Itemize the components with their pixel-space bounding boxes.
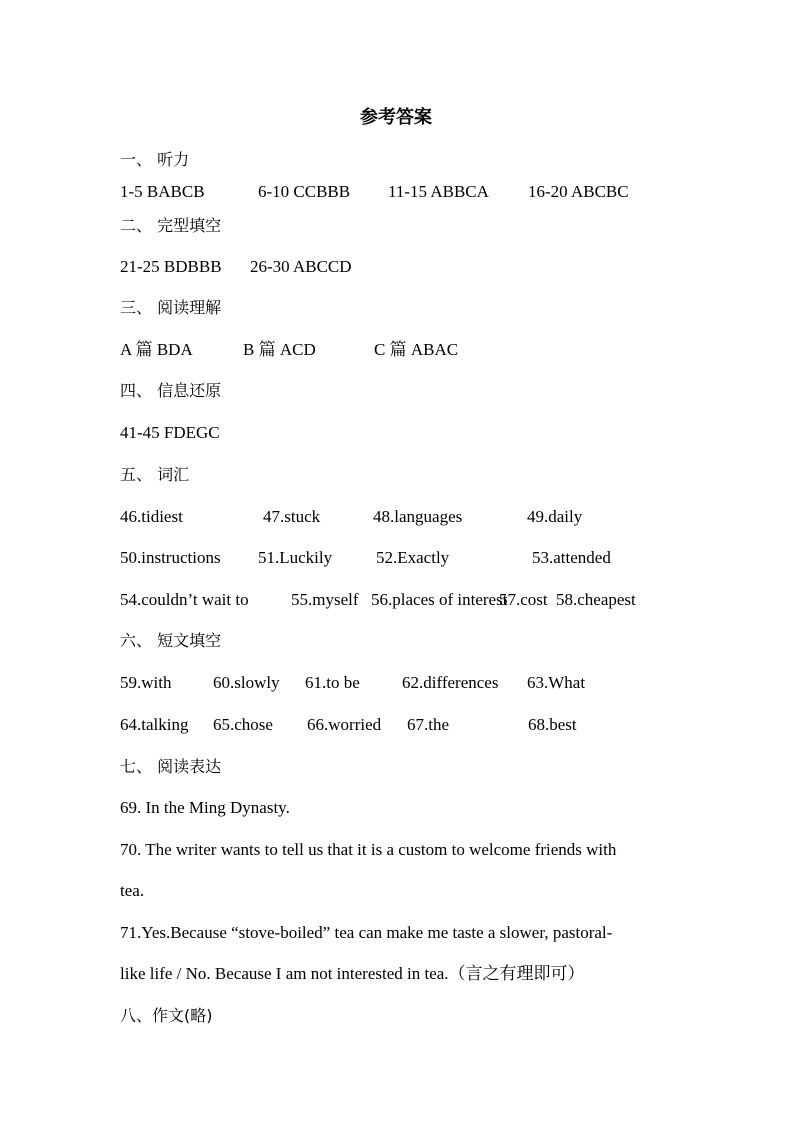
answer-59: 59.with (120, 673, 172, 692)
answer-56: 56.places of interest (371, 590, 508, 609)
answer-6-10: 6-10 CCBBB (258, 182, 351, 201)
answer-49: 49.daily (527, 507, 583, 526)
section-heading-information: 四、 信息还原 (120, 381, 222, 400)
section-heading-listening: 一、 听力 (120, 150, 190, 169)
answer-61: 61.to be (305, 673, 360, 692)
answer-58: 58.cheapest (556, 590, 636, 609)
answer-16-20: 16-20 ABCBC (528, 182, 629, 201)
answer-71-line2: like life / No. Because I am not interested in tea.（言之有理即可） (120, 964, 585, 983)
section-heading-composition: 八、作文(略) (120, 1006, 213, 1025)
answer-54: 54.couldn’t wait to (120, 590, 249, 609)
answer-55: 55.myself (291, 590, 359, 609)
answer-52: 52.Exactly (376, 548, 450, 567)
answer-26-30: 26-30 ABCCD (250, 257, 352, 276)
answer-66: 66.worried (307, 715, 382, 734)
answer-51: 51.Luckily (258, 548, 333, 567)
answer-69: 69. In the Ming Dynasty. (120, 798, 290, 817)
answer-67: 67.the (407, 715, 450, 734)
answer-46: 46.tidiest (120, 507, 183, 526)
answer-passage-a: A 篇 BDA (120, 340, 193, 359)
answer-48: 48.languages (373, 507, 463, 526)
answer-47: 47.stuck (263, 507, 321, 526)
section-heading-reading: 三、 阅读理解 (120, 298, 222, 317)
answer-65: 65.chose (213, 715, 273, 734)
answer-70-line1: 70. The writer wants to tell us that it is a custom to welcome friends with (120, 840, 617, 859)
answer-57: 57.cost (499, 590, 548, 609)
answer-71-line1: 71.Yes.Because “stove-boiled” tea can make me taste a slower, pastoral- (120, 923, 613, 942)
answer-1-5: 1-5 BABCB (120, 182, 205, 201)
answer-50: 50.instructions (120, 548, 221, 567)
answer-11-15: 11-15 ABBCA (388, 182, 489, 201)
answer-64: 64.talking (120, 715, 189, 734)
answer-passage-b: B 篇 ACD (243, 340, 316, 359)
answer-passage-c: C 篇 ABAC (374, 340, 459, 359)
answer-21-25: 21-25 BDBBB (120, 257, 222, 276)
answer-70-line2: tea. (120, 881, 145, 900)
answer-63: 63.What (527, 673, 586, 692)
page-title: 参考答案 (360, 107, 432, 127)
answer-62: 62.differences (402, 673, 499, 692)
section-heading-cloze: 二、 完型填空 (120, 216, 222, 235)
section-heading-reading-expression: 七、 阅读表达 (120, 757, 222, 776)
answer-68: 68.best (528, 715, 577, 734)
section-heading-fill-in: 六、 短文填空 (120, 631, 222, 650)
answer-41-45: 41-45 FDEGC (120, 423, 220, 442)
answer-53: 53.attended (532, 548, 611, 567)
section-heading-vocabulary: 五、 词汇 (120, 465, 190, 484)
answer-60: 60.slowly (213, 673, 280, 692)
